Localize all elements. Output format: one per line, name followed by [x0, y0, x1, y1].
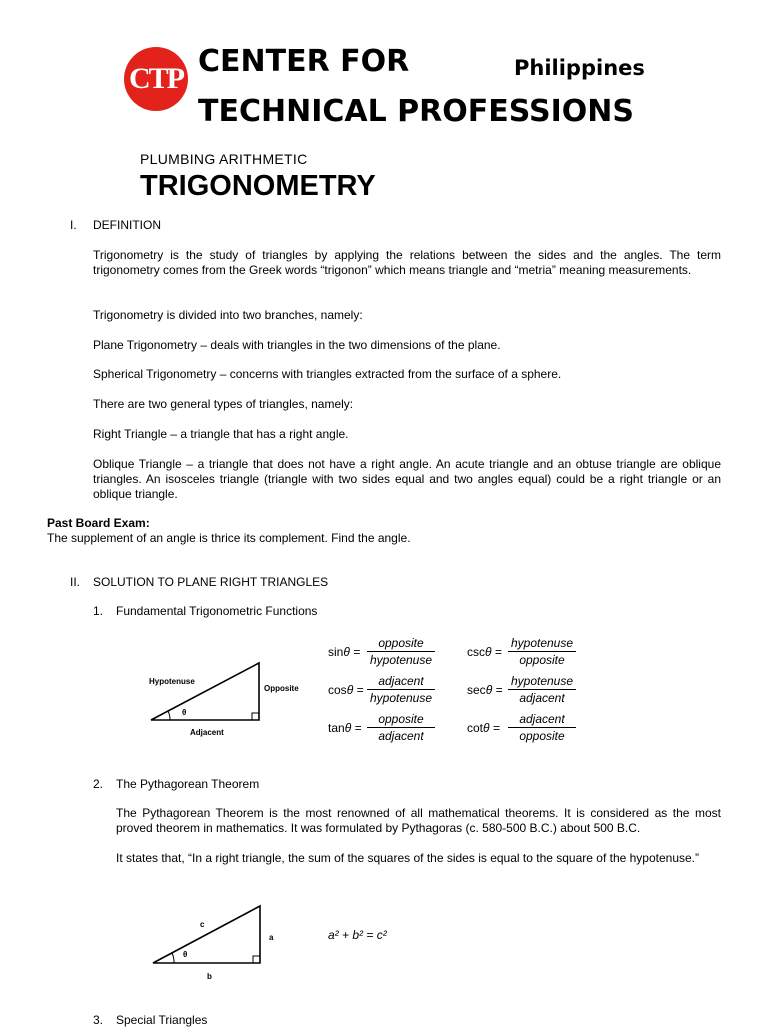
item3-number: 3.	[93, 1013, 104, 1027]
section1-number: I.	[70, 218, 77, 232]
section2-number: II.	[70, 575, 81, 589]
item3-title: Special Triangles	[116, 1013, 208, 1027]
trig-fn-name: csc	[467, 645, 485, 659]
subject-label: PLUMBING ARITHMETIC	[140, 151, 308, 167]
pythagorean-statement: It states that, “In a right triangle, the sum of the squares of the sides is equal to the square of the hypotenuse.”	[116, 851, 700, 865]
hypotenuse-label: Hypotenuse	[149, 677, 195, 686]
trig-fn-suffix: θ =	[344, 721, 362, 735]
theta2-label: θ	[183, 950, 188, 959]
side-c-label: c	[200, 920, 205, 929]
pythagorean-paragraph: The Pythagorean Theorem is the most renowned of all mathematical theorems. It is considered as the most proved theorem in mathematics. It was formulated by Pythagoras (c. 580-500 B.C.) about 500 B.C.	[116, 806, 721, 835]
fraction-denominator: adjacent	[378, 729, 424, 743]
trig-fn-suffix: θ =	[485, 645, 502, 659]
branches-intro: Trigonometry is divided into two branches, namely:	[93, 308, 363, 322]
trig-fn-suffix: θ =	[343, 645, 361, 659]
fraction-numerator: adjacent	[367, 674, 435, 690]
fraction-denominator: adjacent	[519, 691, 565, 705]
fraction-numerator: adjacent	[508, 712, 576, 728]
section2-heading: SOLUTION TO PLANE RIGHT TRIANGLES	[93, 575, 329, 589]
trig-fn-suffix: θ =	[346, 683, 364, 697]
triangle2-shape	[153, 906, 260, 963]
trig-fn-4	[467, 683, 503, 697]
item2-title: The Pythagorean Theorem	[116, 777, 260, 791]
section1-heading: DEFINITION	[93, 218, 161, 232]
trig-fraction	[367, 674, 435, 705]
angle-arc	[168, 711, 170, 720]
trig-fn-1	[328, 683, 364, 697]
fraction-numerator: opposite	[367, 712, 435, 728]
trig-fraction	[367, 636, 435, 667]
trig-fn-2	[328, 721, 362, 735]
trig-fn-name: cos	[328, 683, 347, 697]
triangle-types-intro: There are two general types of triangles, namely:	[93, 397, 354, 411]
oblique-triangle-def: Oblique Triangle – a triangle that does not have a right angle. An acute triangle and an obtuse triangle are oblique triangles. An isosceles triangle (triangle with two sides equal and two angles equal) could be a right triangle or an oblique triangle.	[93, 457, 721, 501]
trig-fn-3	[467, 645, 502, 659]
theta-label: θ	[182, 708, 187, 717]
item1-number: 1.	[93, 604, 104, 618]
fraction-denominator: opposite	[519, 653, 565, 667]
fraction-denominator: hypotenuse	[369, 691, 433, 705]
trig-fn-suffix: θ =	[483, 721, 500, 735]
pythagorean-formula: a² + b² = c²	[328, 928, 387, 942]
spherical-trig-def: Spherical Trigonometry – concerns with triangles extracted from the surface of a sphere.	[93, 367, 562, 381]
trig-fraction	[367, 712, 435, 743]
fraction-denominator: hypotenuse	[369, 653, 433, 667]
adjacent-label: Adjacent	[190, 728, 224, 737]
fraction-numerator: hypotenuse	[508, 674, 576, 690]
trig-fraction	[508, 674, 576, 705]
item1-title: Fundamental Trigonometric Functions	[116, 604, 318, 618]
trig-fn-name: tan	[328, 721, 345, 735]
trig-fn-5	[467, 721, 500, 735]
trig-fraction	[508, 712, 576, 743]
country-label: Philippines	[514, 56, 645, 80]
fraction-numerator: opposite	[367, 636, 435, 652]
board-exam-label: Past Board Exam:	[47, 516, 150, 530]
page-title: TRIGONOMETRY	[140, 170, 376, 202]
org-name-line2: TECHNICAL PROFESSIONS	[198, 94, 634, 129]
right-triangle-def: Right Triangle – a triangle that has a right angle.	[93, 427, 349, 441]
item2-number: 2.	[93, 777, 104, 791]
angle-arc-2	[172, 953, 174, 963]
board-exam-question: The supplement of an angle is thrice its complement. Find the angle.	[47, 531, 411, 545]
trig-fn-name: sin	[328, 645, 344, 659]
trig-fn-0	[328, 645, 360, 659]
trig-fn-name: cot	[467, 721, 484, 735]
fraction-numerator: hypotenuse	[508, 636, 576, 652]
fraction-denominator: opposite	[519, 729, 565, 743]
plane-trig-def: Plane Trigonometry – deals with triangles in the two dimensions of the plane.	[93, 338, 501, 352]
definition-paragraph: Trigonometry is the study of triangles by applying the relations between the sides and the angles. The term trigonometry comes from the Greek words “trigonon” which means triangle and “metria” meaning measurements.	[93, 248, 721, 277]
trig-fn-name: sec	[467, 683, 486, 697]
side-b-label: b	[207, 972, 212, 981]
logo-text: CTP	[129, 62, 183, 95]
opposite-label: Opposite	[264, 684, 299, 693]
right-angle-mark-2	[253, 956, 260, 963]
org-name-line1: CENTER FOR	[198, 44, 410, 79]
right-angle-mark	[252, 713, 259, 720]
triangle-shape	[151, 663, 259, 720]
side-a-label: a	[269, 933, 274, 942]
trig-fn-suffix: θ =	[485, 683, 503, 697]
trig-fraction	[508, 636, 576, 667]
pythagorean-triangle-diagram	[140, 895, 280, 975]
